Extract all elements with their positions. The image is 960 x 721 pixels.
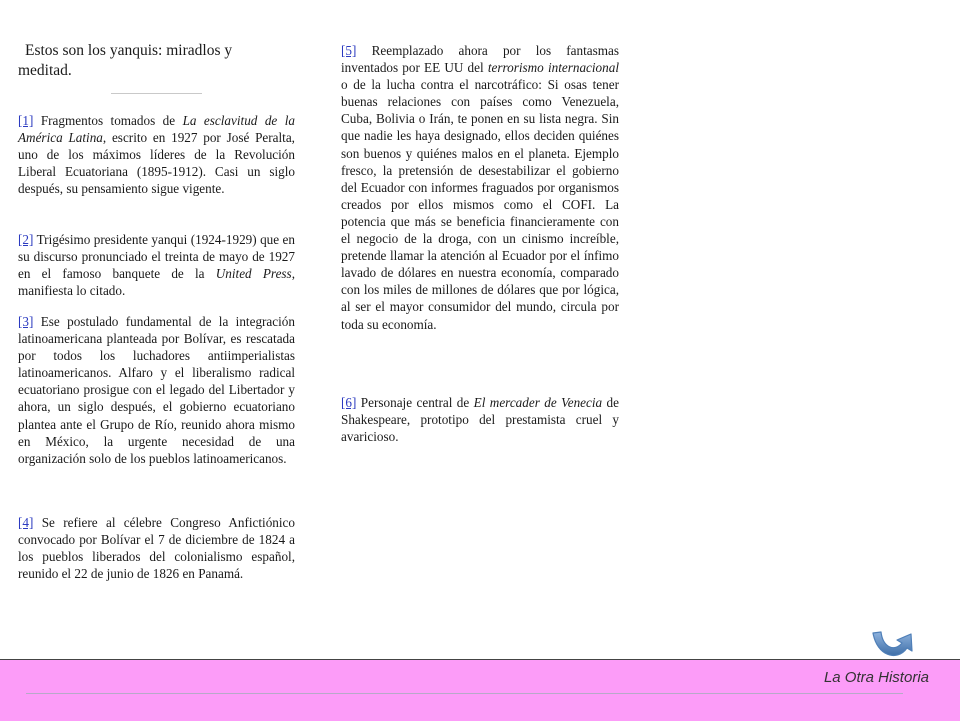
footnote-1 [18,112,295,197]
footnote-text: Se refiere al célebre Congreso Anfictiónico convocado por Bolívar el 7 de diciembre de 1824 a los pueblos liberados del colonialismo español, reunido el 22 de junio de 1826 en Panamá. [18,515,295,582]
footnote-6 [341,394,619,445]
footnote-5 [341,42,619,333]
footnote-text: de Shakespeare, prototipo del prestamista cruel y avaricioso. [341,395,620,445]
footer-title: La Otra Historia [823,669,929,686]
footnote-text: Trigésimo presidente yanqui (1924-1929) que en su discurso pronunciado el treinta de mayo de 1927 en el famoso banquete de la [18,232,295,282]
footnote-text: , manifiesta lo citado. [18,266,295,299]
emphasis-term: terrorismo internacional [487,60,620,76]
slide-footer [0,659,960,721]
return-button[interactable] [867,626,929,666]
publication-name: United Press [215,266,292,282]
footnote-ref-5[interactable]: [5] [341,43,357,58]
footnote-text: Fragmentos tomados de [33,113,183,128]
footer-divider [26,693,903,694]
footnote-ref-6[interactable]: [6] [341,395,357,410]
footnote-text: o de la lucha contra el narcotráfico: Si osas tener buenas relaciones con países como Venezuela, Cuba, Bolivia o Irán, te ponen en su lista negra. Sin que nadie les haya designado, ellos deciden quiénes son buenos y quiénes malos en el planeta. Ejemplo fresco, la pretensión de desestabilizar el gobierno del Ecuador con informes fraguados por organismos creados por ellos mismos como el COFI. La potencia que más se beneficia financieramente con el negocio de la droga, con un cinismo increíble, pretende llamar la atención al Ecuador por el ínfimo lavado de dólares en nuestra economía, comparado con los miles de millones de dólares que por lógica, al ser el mayor consumidor del mundo, circula por toda su economía. [341,77,619,332]
footnote-ref-3[interactable]: [3] [18,314,34,329]
work-title: El mercader de Venecia [473,395,603,410]
footnote-4 [18,514,295,582]
return-arrow-icon [867,626,929,666]
footnote-text: Personaje central de [356,395,474,410]
intro-line-1: Estos son los yanquis: miradlos y [25,42,233,59]
intro-line-2: meditad. [18,62,72,79]
intro-quote [18,41,278,81]
footnote-3 [18,313,295,467]
book-title: La esclavitud de la América Latina [18,113,295,146]
footnote-text: Ese postulado fundamental de la integración latinoamericana planteada por Bolívar, es rescatada por todos los luchadores antiimperialistas latinoamericanos. Alfaro y el liberalismo radical ecuatoriano prosigue con el legado del Libertador y ahora, un siglo después, el gobierno ecuatoriano plantea ante el Grupo de Río, reunido ahora mismo en México, la urgente necesidad de una organización solo de los pueblos latinoamericanos. [18,314,295,466]
footnote-ref-4[interactable]: [4] [18,515,34,530]
footnote-text: Reemplazado ahora por los fantasmas inventados por EE UU del [341,43,619,76]
footnote-ref-1[interactable]: [1] [18,113,34,128]
footnote-2 [18,231,295,299]
footnote-separator [111,93,202,94]
footnote-ref-2[interactable]: [2] [18,232,34,247]
footnote-text: , escrito en 1927 por José Peralta, uno de los máximos líderes de la Revolución Liberal Ecuatoriana (1895-1912). Casi un siglo después, su pensamiento sigue vigente. [18,130,295,197]
